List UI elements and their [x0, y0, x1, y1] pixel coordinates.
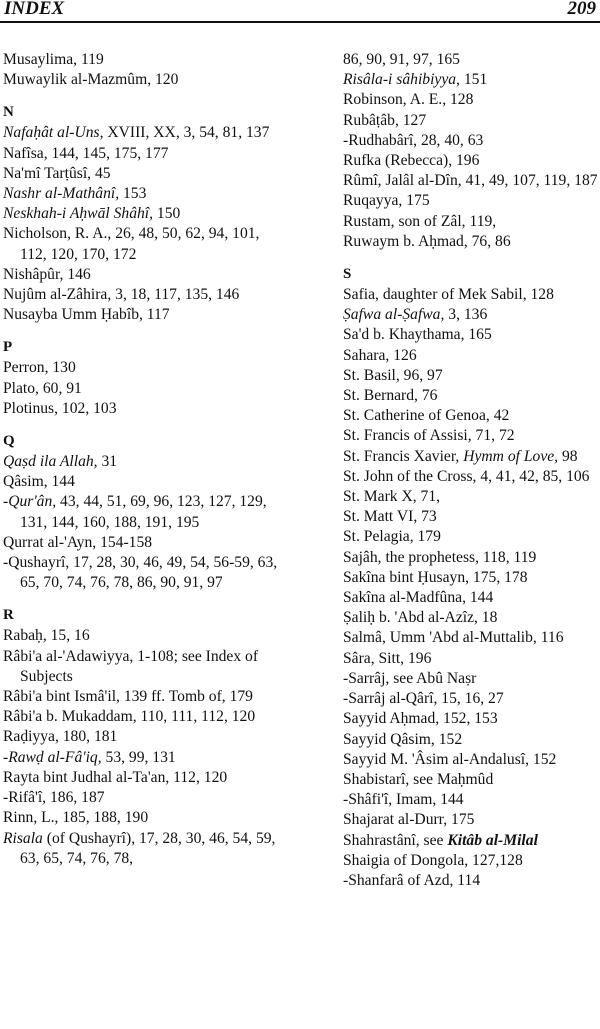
entry-text: Ṣafwa al-Ṣafwa, — [343, 306, 445, 324]
index-entry — [343, 810, 598, 830]
entry-text: Sayyid Qâsim, 152 — [343, 730, 463, 748]
index-entry — [3, 748, 288, 768]
entry-text: Plato, 60, 91 — [3, 379, 82, 397]
index-entry — [343, 568, 598, 588]
index-entry — [343, 232, 598, 252]
entry-text: St. Bernard, 76 — [343, 387, 438, 405]
entry-text: Qurrat al-'Ayn, 154-158 — [3, 533, 153, 551]
index-entry — [3, 224, 288, 264]
entry-text: Raḍiyya, 180, 181 — [3, 728, 118, 746]
index-entry — [3, 184, 288, 204]
index-entry — [3, 164, 288, 184]
entry-text: Plotinus, 102, 103 — [3, 399, 117, 417]
index-entry — [343, 366, 598, 386]
index-entry — [3, 265, 288, 285]
section-letter: R — [3, 607, 14, 624]
entry-text: Râbi'a b. Mukaddam, 110, 111, 112, 120 — [3, 708, 256, 726]
entry-text: Rayta bint Judhal al-Ta'an, 112, 120 — [3, 768, 228, 786]
index-entry — [343, 111, 598, 131]
index-entry — [3, 285, 288, 305]
index-entry — [3, 553, 288, 593]
entry-text: Qâsim, 144 — [3, 473, 75, 491]
entry-text: Ruwaym b. Aḥmad, 76, 86 — [343, 232, 511, 250]
index-entry — [3, 305, 288, 325]
entry-text: Rabaḥ, 15, 16 — [3, 627, 90, 645]
entry-text: Neskhah-i Aḥwāl Shâhî, — [3, 205, 154, 223]
index-entry — [3, 123, 288, 143]
index-entry — [343, 346, 598, 366]
index-entry — [343, 70, 598, 90]
index-entry — [3, 379, 288, 399]
index-entry — [343, 790, 598, 810]
entry-text: St. Francis of Assisi, 71, 72 — [343, 427, 515, 445]
entry-text: Sakîna al-Madfûna, 144 — [343, 589, 494, 607]
entry-text: Risala — [3, 829, 43, 847]
index-entry — [343, 649, 598, 669]
entry-text: -Rawḍ al-Fâ'iq, — [3, 748, 102, 766]
index-entry — [343, 608, 598, 628]
index-entry — [343, 131, 598, 151]
entry-text: Nafaḥât al-Uns, — [3, 124, 104, 142]
index-entry — [343, 426, 598, 446]
entry-text: Rûmî, Jalâl al-Dîn, 41, 49, 107, 119, 187 — [343, 172, 598, 190]
entry-text: Sahara, 126 — [343, 346, 417, 364]
index-entry — [343, 851, 598, 871]
index-column-left — [3, 50, 288, 869]
section-letter: N — [3, 104, 14, 121]
entry-text: Sa'd b. Khaythama, 165 — [343, 326, 492, 344]
entry-text: Shaigia of Dongola, 127,128 — [343, 851, 523, 869]
index-entry — [343, 386, 598, 406]
entry-text: Nicholson, R. A., 26, 48, 50, 62, 94, 101, 112, 120, 170, 172 — [3, 225, 260, 263]
entry-text: 98 — [558, 447, 578, 465]
entry-text: Risâla-i sâhibiyya, — [343, 71, 460, 89]
entry-text: Ṣaliḥ b. 'Abd al-Azîz, 18 — [343, 609, 498, 627]
index-entry — [3, 472, 288, 492]
running-head-title: INDEX — [4, 0, 65, 19]
entry-text: Perron, 130 — [3, 359, 76, 377]
entry-text: Sayyid M. 'Âsim al-Andalusî, 152 — [343, 750, 557, 768]
entry-text: St. John of the Cross, 4, 41, 42, 85, 106 — [343, 467, 590, 485]
entry-text: 3, 136 — [444, 306, 488, 324]
index-entry — [343, 628, 598, 648]
entry-text: Râbi'a bint Ismâ'il, 139 ff. Tomb of, 179 — [3, 688, 253, 706]
index-entry — [343, 689, 598, 709]
entry-text: Salmâ, Umm 'Abd al-Muttalib, 116 — [343, 629, 564, 647]
entry-text: Shahrastânî, see — [343, 831, 448, 849]
entry-text: St. Matt VI, 73 — [343, 508, 437, 526]
index-entry — [3, 788, 288, 808]
index-entry — [3, 626, 288, 646]
entry-text: Safia, daughter of Mek Sabil, 128 — [343, 286, 554, 304]
entry-text: -Rifâ'î, 186, 187 — [3, 789, 105, 807]
entry-text: 43, 44, 51, 69, 96, 123, 127, 129, 131, 144, 160, 188, 191, 195 — [20, 493, 267, 531]
index-entry — [343, 831, 598, 851]
index-entry — [3, 70, 288, 90]
index-entry — [343, 90, 598, 110]
entry-text: Nujûm al-Zâhira, 3, 18, 117, 135, 146 — [3, 286, 240, 304]
index-entry — [3, 707, 288, 727]
page-header — [0, 0, 600, 22]
entry-text: Ruqayya, 175 — [343, 192, 430, 210]
index-entry — [3, 204, 288, 224]
index-entry — [343, 507, 598, 527]
entry-text: Nishâpûr, 146 — [3, 265, 91, 283]
index-entry — [3, 808, 288, 828]
index-entry — [343, 487, 598, 507]
index-entry — [343, 669, 598, 689]
entry-text: -Rudhabârî, 28, 40, 63 — [343, 131, 484, 149]
index-entry — [3, 687, 288, 707]
entry-text: (of Qushayrî), 17, 28, 30, 46, 54, 59, 63, 65, 74, 76, 78, — [20, 829, 276, 867]
index-column-right — [343, 50, 598, 891]
index-entry — [343, 750, 598, 770]
index-entry — [3, 358, 288, 378]
index-entry — [3, 727, 288, 747]
index-entry — [3, 452, 288, 472]
index-entry — [3, 399, 288, 419]
page-number: 209 — [567, 0, 596, 19]
entry-text: Musaylima, 119 — [3, 51, 104, 68]
section-letter: S — [343, 266, 352, 283]
index-entry — [343, 305, 598, 325]
entry-text: 150 — [153, 205, 181, 223]
entry-text: -Shâfi'î, Imam, 144 — [343, 791, 464, 809]
section-letter: P — [3, 339, 13, 356]
index-entry — [343, 325, 598, 345]
entry-text: -Shanfarâ of Azd, 114 — [343, 871, 481, 889]
index-entry — [343, 212, 598, 232]
index-entry — [3, 533, 288, 553]
entry-text: Nusayba Umm Ḥabîb, 117 — [3, 306, 170, 324]
entry-text: St. Mark X, 71, — [343, 488, 441, 506]
entry-text: Rustam, son of Zâl, 119, — [343, 212, 497, 230]
index-entry — [343, 191, 598, 211]
index-entry — [3, 50, 288, 70]
entry-text: St. Basil, 96, 97 — [343, 366, 443, 384]
index-entry — [3, 492, 288, 532]
header-rule — [0, 21, 600, 23]
entry-text: Muwaylik al-Mazmûm, 120 — [3, 71, 179, 89]
entry-text: Sayyid Aḥmad, 152, 153 — [343, 710, 498, 728]
entry-text: Rinn, L., 185, 188, 190 — [3, 809, 149, 827]
entry-text: Sakîna bint Ḥusayn, 175, 178 — [343, 568, 528, 586]
entry-text: -Qushayrî, 17, 28, 30, 46, 49, 54, 56-59, 63, 65, 70, 74, 76, 78, 86, 90, 91, 97 — [3, 554, 278, 592]
entry-text: -Sarrâj al-Qârî, 15, 16, 27 — [343, 690, 504, 708]
entry-text: 153 — [119, 185, 147, 203]
index-entry — [343, 467, 598, 487]
entry-text: -Sarrâj, see Abû Naṣr — [343, 669, 477, 687]
entry-text: Robinson, A. E., 128 — [343, 91, 474, 109]
entry-text: Na'mî Tarṭûsî, 45 — [3, 164, 111, 182]
index-entry — [343, 871, 598, 891]
index-entry — [343, 527, 598, 547]
index-entry — [3, 144, 288, 164]
index-entry — [343, 770, 598, 790]
index-entry — [343, 447, 598, 467]
index-entry — [343, 709, 598, 729]
index-entry — [3, 829, 288, 869]
entry-text: Qaṣd ila Allah, — [3, 453, 98, 471]
entry-text: St. Pelagia, 179 — [343, 528, 441, 546]
index-entry-continued — [343, 50, 598, 70]
entry-text: Nashr al-Mathânî, — [3, 185, 120, 203]
entry-text: 31 — [97, 453, 118, 471]
entry-text: Sajâh, the prophetess, 118, 119 — [343, 548, 537, 566]
index-entry — [343, 548, 598, 568]
entry-text: Rufka (Rebecca), 196 — [343, 152, 480, 170]
entry-text: Shabistarî, see Maḥmûd — [343, 770, 494, 788]
entry-text: 86, 90, 91, 97, 165 — [343, 51, 460, 68]
entry-text: Kitâb al-Milal — [447, 831, 538, 849]
entry-text: St. Catherine of Genoa, 42 — [343, 407, 510, 425]
entry-text: St. Francis Xavier, — [343, 447, 464, 465]
entry-text: Hymm of Love, — [463, 447, 559, 465]
entry-text: XVIII, XX, 3, 54, 81, 137 — [103, 124, 270, 142]
index-entry — [3, 647, 288, 687]
index-entry — [343, 151, 598, 171]
entry-text: 151 — [459, 71, 488, 89]
entry-text: -Qur'ân, — [3, 493, 57, 511]
index-entry — [343, 285, 598, 305]
entry-text: 53, 99, 131 — [101, 748, 176, 766]
entry-text: Râbi'a al-'Adawiyya, 1-108; see Index of Subjects — [3, 647, 259, 685]
entry-text: Shajarat al-Durr, 175 — [343, 811, 475, 829]
entry-text: Rubâṭâb, 127 — [343, 111, 427, 129]
index-entry — [343, 171, 598, 191]
index-entry — [343, 730, 598, 750]
index-entry — [343, 588, 598, 608]
entry-text: Nafîsa, 144, 145, 175, 177 — [3, 144, 169, 162]
entry-text: Sâra, Sitt, 196 — [343, 649, 432, 667]
section-letter: Q — [3, 433, 15, 450]
index-entry — [343, 406, 598, 426]
index-entry — [3, 768, 288, 788]
